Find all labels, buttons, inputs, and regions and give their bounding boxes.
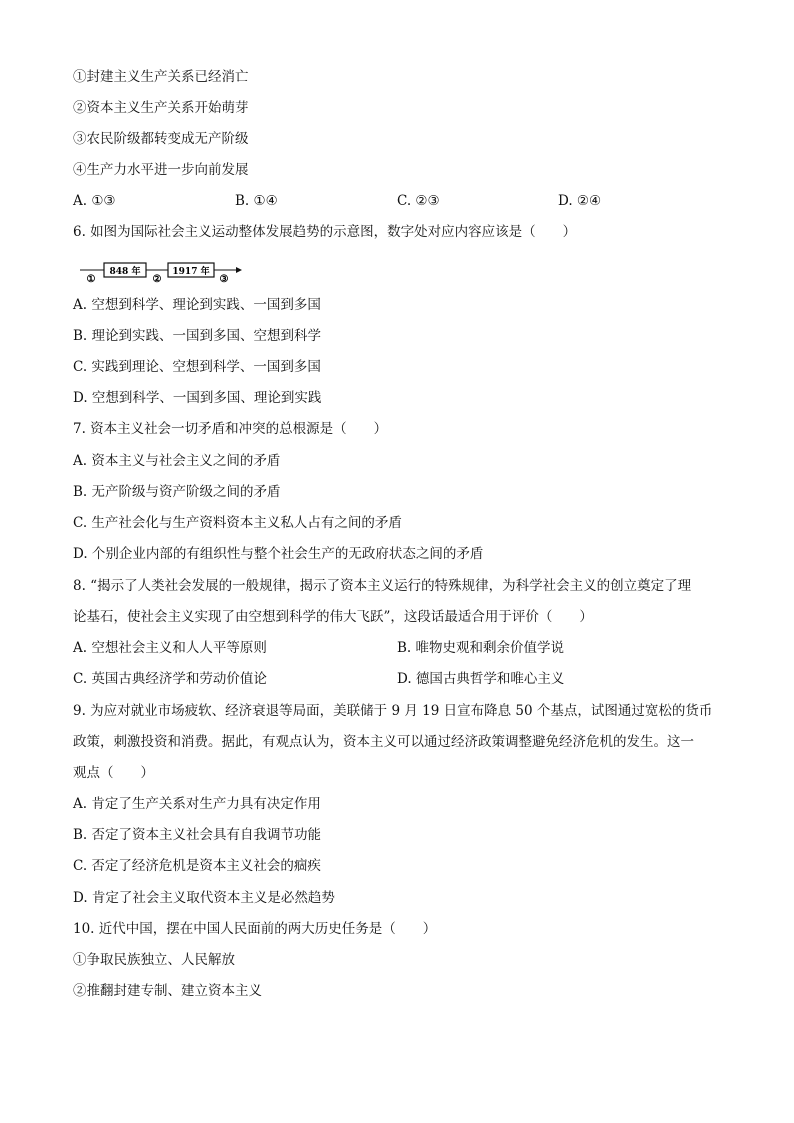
q9-option-b[interactable]: B. 否定了资本主义社会具有自我调节功能 bbox=[73, 827, 322, 843]
marker-1: ① bbox=[86, 274, 96, 285]
q10-statement-2: ②推翻封建专制、建立资本主义 bbox=[73, 983, 262, 999]
q5-option-b[interactable]: B. ①④ bbox=[235, 193, 278, 209]
q7-option-d[interactable]: D. 个别企业内部的有组织性与整个社会生产的无政府状态之间的矛盾 bbox=[73, 546, 484, 562]
q9-option-a[interactable]: A. 肯定了生产关系对生产力具有决定作用 bbox=[73, 796, 321, 812]
q8-option-a[interactable]: A. 空想社会主义和人人平等原则 bbox=[73, 640, 267, 656]
q8-option-d[interactable]: D. 德国古典哲学和唯心主义 bbox=[397, 671, 565, 687]
q8-option-b[interactable]: B. 唯物史观和剩余价值学说 bbox=[397, 640, 565, 656]
marker-2: ② bbox=[152, 274, 162, 285]
q8-stem-line-1: 8. “揭示了人类社会发展的一般规律，揭示了资本主义运行的特殊规律，为科学社会主义的创立奠定了理 bbox=[73, 578, 692, 594]
q10-statement-1: ①争取民族独立、人民解放 bbox=[73, 952, 235, 968]
q9-option-d[interactable]: D. 肯定了社会主义取代资本主义是必然趋势 bbox=[73, 890, 335, 906]
q7-stem: 7. 资本主义社会一切矛盾和冲突的总根源是（ ） bbox=[73, 421, 388, 437]
q6-option-c[interactable]: C. 实践到理论、空想到科学、一国到多国 bbox=[73, 359, 321, 375]
q6-option-a[interactable]: A. 空想到科学、理论到实践、一国到多国 bbox=[73, 297, 321, 313]
q8-option-c[interactable]: C. 英国古典经济学和劳动价值论 bbox=[73, 671, 267, 687]
q6-option-d[interactable]: D. 空想到科学、一国到多国、理论到实践 bbox=[73, 390, 322, 406]
q7-option-a[interactable]: A. 资本主义与社会主义之间的矛盾 bbox=[73, 453, 281, 469]
q6-stem: 6. 如图为国际社会主义运动整体发展趋势的示意图，数字处对应内容应该是（ ） bbox=[73, 224, 577, 240]
arrow-head-icon bbox=[236, 267, 242, 273]
statement-4: ④生产力水平进一步向前发展 bbox=[73, 162, 249, 178]
q10-stem: 10. 近代中国，摆在中国人民面前的两大历史任务是（ ） bbox=[73, 921, 437, 937]
q7-option-c[interactable]: C. 生产社会化与生产资料资本主义私人占有之间的矛盾 bbox=[73, 515, 402, 531]
statement-2: ②资本主义生产关系开始萌芽 bbox=[73, 100, 249, 116]
year-label-2: 1917 年 bbox=[172, 267, 210, 277]
q5-option-c[interactable]: C. ②③ bbox=[397, 193, 440, 209]
statement-3: ③农民阶级都转变成无产阶级 bbox=[73, 131, 249, 147]
q5-option-a[interactable]: A. ①③ bbox=[73, 193, 116, 209]
q6-timeline-diagram bbox=[78, 258, 248, 286]
q9-option-c[interactable]: C. 否定了经济危机是资本主义社会的痼疾 bbox=[73, 858, 321, 874]
q5-option-d[interactable]: D. ②④ bbox=[558, 193, 602, 209]
marker-3: ③ bbox=[219, 274, 229, 285]
q9-stem-line-3: 观点（ ） bbox=[73, 765, 154, 781]
q6-option-b[interactable]: B. 理论到实践、一国到多国、空想到科学 bbox=[73, 328, 322, 344]
q9-stem-line-1: 9. 为应对就业市场疲软、经济衰退等局面，美联储于 9 月 19 日宣布降息 50 个基点，试图通过宽松的货币 bbox=[73, 703, 713, 719]
q8-stem-line-2: 论基石，使社会主义实现了由空想到科学的伟大飞跃”，这段话最适合用于评价（ ） bbox=[73, 609, 593, 625]
q9-stem-line-2: 政策，刺激投资和消费。据此，有观点认为，资本主义可以通过经济政策调整避免经济危机的发生。这一 bbox=[73, 734, 694, 750]
q7-option-b[interactable]: B. 无产阶级与资产阶级之间的矛盾 bbox=[73, 484, 281, 500]
year-label-1: 848 年 bbox=[109, 267, 141, 277]
statement-1: ①封建主义生产关系已经消亡 bbox=[73, 69, 249, 85]
